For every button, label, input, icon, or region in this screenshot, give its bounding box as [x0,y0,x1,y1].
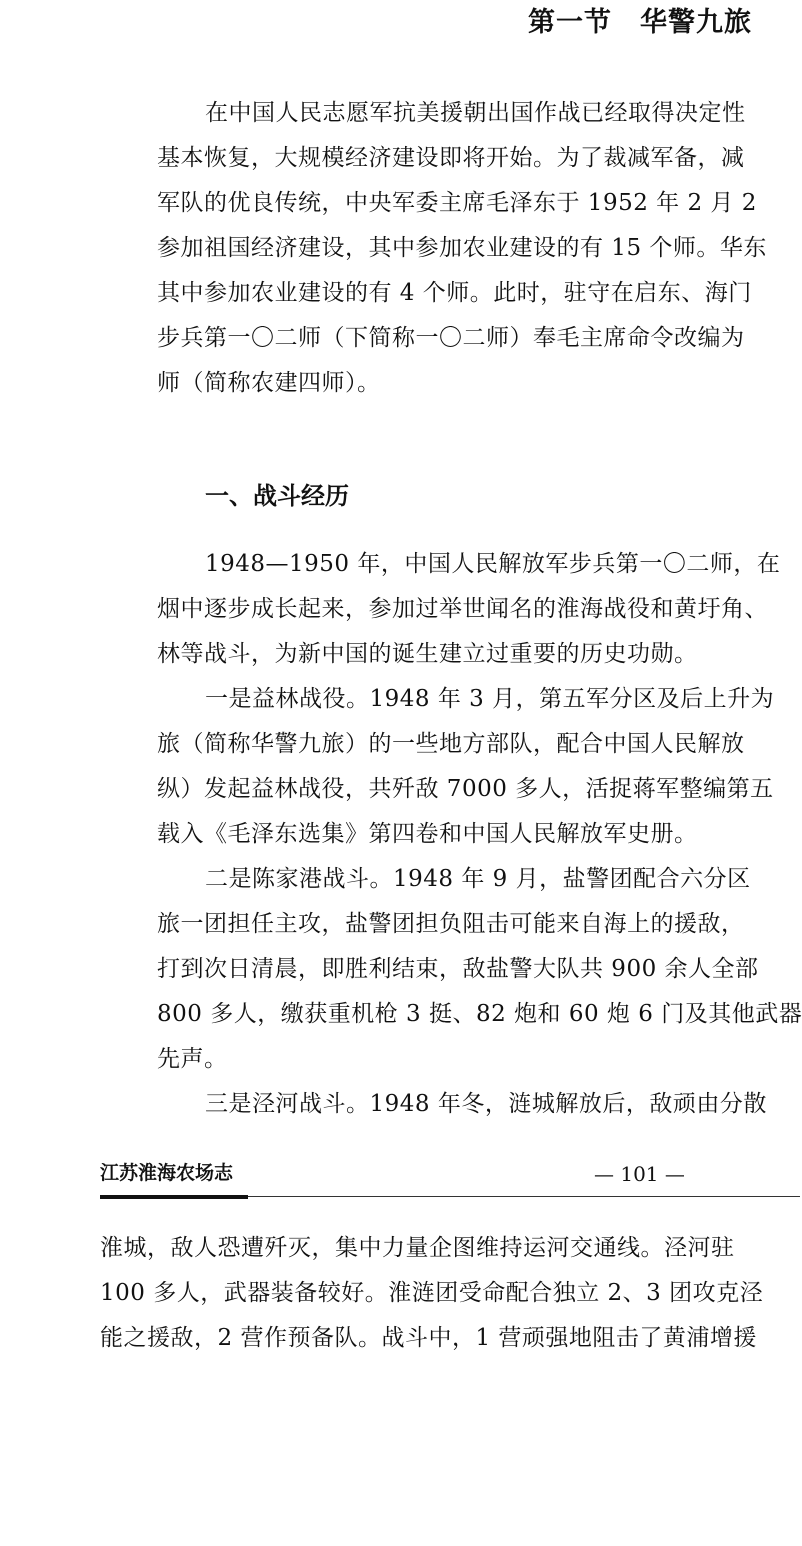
section-title: 第一节 华警九旅 [528,7,752,38]
subheading: 一、战斗经历 [205,482,349,510]
running-header: 江苏淮海农场志 [100,1162,234,1184]
paragraph-line: 师（简称农建四师）。 [157,370,381,396]
paragraph-line: 载入《毛泽东选集》第四卷和中国人民解放军史册。 [157,821,698,847]
paragraph-line: 100 多人，武器装备较好。淮涟团受命配合独立 2、3 团攻克泾 [100,1280,764,1306]
paragraph-line: 烟中逐步成长起来，参加过举世闻名的淮海战役和黄圩角、 [157,596,768,622]
paragraph-line: 纵）发起益林战役，共歼敌 7000 多人，活捉蒋军整编第五 [157,776,774,802]
paragraph-line: 军队的优良传统，中央军委主席毛泽东于 1952 年 2 月 2 [157,190,757,216]
paragraph-line: 能之援敌，2 营作预备队。战斗中，1 营顽强地阻击了黄浦增援 [100,1325,757,1351]
paragraph-line: 1948—1950 年，中国人民解放军步兵第一〇二师，在 [205,551,781,577]
page-number: — 101 — [594,1162,685,1186]
header-rule-thick [100,1195,248,1199]
paragraph-line: 旅一团担任主攻，盐警团担负阻击可能来自海上的援敌， [157,911,745,937]
paragraph-line: 基本恢复，大规模经济建设即将开始。为了裁减军备，减 [157,145,745,171]
paragraph-line: 淮城，敌人恐遭歼灭，集中力量企图维持运河交通线。泾河驻 [100,1235,735,1261]
paragraph-line: 二是陈家港战斗。1948 年 9 月，盐警团配合六分区 [205,866,751,892]
paragraph-line: 参加祖国经济建设，其中参加农业建设的有 15 个师。华东 [157,235,767,261]
paragraph-line: 林等战斗，为新中国的诞生建立过重要的历史功勋。 [157,641,698,667]
paragraph-line: 旅（简称华警九旅）的一些地方部队，配合中国人民解放 [157,731,745,757]
paragraph-line: 三是泾河战斗。1948 年冬，涟城解放后，敌顽由分散 [205,1091,767,1117]
paragraph-line: 打到次日清晨，即胜利结束，敌盐警大队共 900 余人全部 [157,956,759,982]
paragraph-line: 步兵第一〇二师（下简称一〇二师）奉毛主席命令改编为 [157,325,745,351]
paragraph-line: 800 多人，缴获重机枪 3 挺、82 炮和 60 炮 6 门及其他武器 [157,1001,802,1027]
header-rule-thin [248,1196,800,1197]
paragraph-line: 其中参加农业建设的有 4 个师。此时，驻守在启东、海门 [157,280,752,306]
paragraph-line: 一是益林战役。1948 年 3 月，第五军分区及后上升为 [205,686,775,712]
paragraph-line: 在中国人民志愿军抗美援朝出国作战已经取得决定性 [205,100,746,126]
paragraph-line: 先声。 [157,1046,228,1072]
